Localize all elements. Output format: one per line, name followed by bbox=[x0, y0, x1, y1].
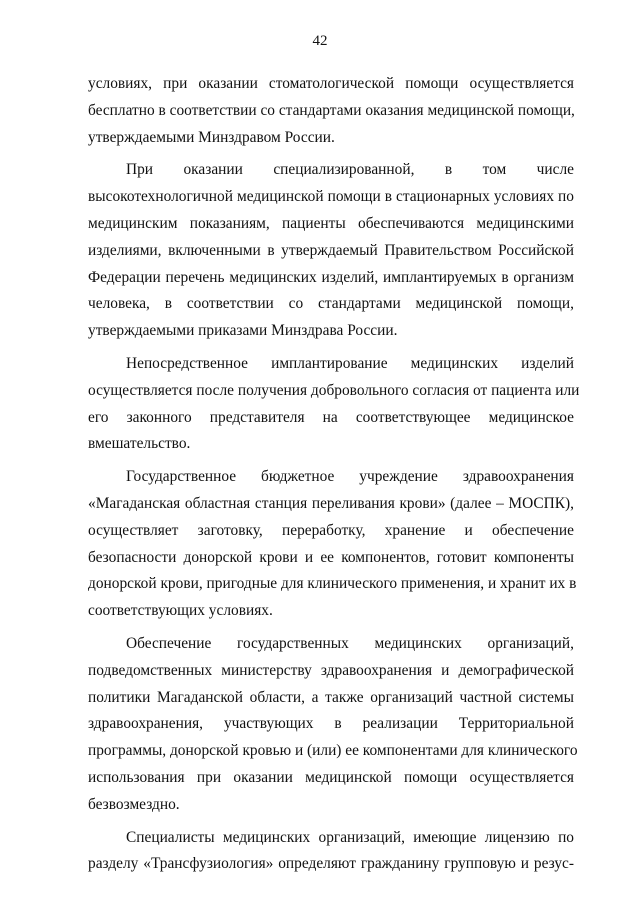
paragraph bbox=[88, 464, 577, 625]
text-line: разделу «Трансфузиология» определяют гражданину групповую и резус- bbox=[88, 855, 574, 873]
text-line: использования при оказании медицинской помощи осуществляется bbox=[88, 768, 574, 786]
text-line: утверждаемыми приказами Минздрава России. bbox=[88, 322, 398, 340]
text-line: высокотехнологичной медицинской помощи в стационарных условиях по bbox=[88, 188, 574, 206]
text-line: безвозмездно. bbox=[88, 795, 180, 813]
text-line: Федерации перечень медицинских изделий, имплантируемых в организм bbox=[88, 268, 574, 286]
text-line: подведомственных министерству здравоохранения и демографической bbox=[88, 661, 574, 679]
page-number: 42 bbox=[312, 33, 328, 49]
text-line: донорской крови, пригодные для клинического применения, и хранит их в bbox=[88, 575, 577, 593]
paragraph bbox=[88, 71, 574, 151]
text-line: осуществляется после получения добровольного согласия от пациента или bbox=[88, 381, 580, 399]
text-line: человека, в соответствии со стандартами медицинской помощи, bbox=[88, 295, 574, 313]
text-line: При оказании специализированной, в том числе bbox=[126, 161, 574, 179]
text-line: бесплатно в соответствии со стандартами оказания медицинской помощи, bbox=[88, 101, 575, 119]
text-line: Специалисты медицинских организаций, имеющие лицензию по bbox=[126, 828, 574, 846]
text-line: осуществляет заготовку, переработку, хранение и обеспечение bbox=[88, 521, 574, 539]
text-line: вмешательство. bbox=[88, 435, 191, 453]
paragraph bbox=[88, 351, 580, 458]
text-line: медицинским показаниям, пациенты обеспечиваются медицинскими bbox=[88, 214, 574, 232]
text-line: «Магаданская областная станция переливания крови» (далее – МОСПК), bbox=[88, 494, 574, 512]
text-line: Непосредственное имплантирование медицинских изделий bbox=[126, 354, 574, 372]
document-body bbox=[88, 71, 580, 884]
text-line: политики Магаданской области, а также организаций частной системы bbox=[88, 688, 574, 706]
text-line: Государственное бюджетное учреждение здравоохранения bbox=[126, 468, 574, 486]
paragraph bbox=[88, 157, 574, 345]
text-line: его законного представителя на соответствующее медицинское bbox=[88, 408, 574, 426]
text-line: программы, донорской кровью и (или) ее компонентами для клинического bbox=[88, 742, 578, 760]
text-line: Обеспечение государственных медицинских организаций, bbox=[126, 634, 574, 652]
text-line: изделиями, включенными в утверждаемый Правительством Российской bbox=[88, 241, 574, 259]
paragraph bbox=[88, 631, 578, 819]
text-line: условиях, при оказании стоматологической помощи осуществляется bbox=[88, 75, 574, 92]
text-line: утверждаемыми Минздравом России. bbox=[88, 128, 335, 146]
text-line: безопасности донорской крови и ее компонентов, готовит компоненты bbox=[88, 548, 574, 566]
paragraph bbox=[88, 825, 574, 879]
text-line: соответствующих условиях. bbox=[88, 602, 273, 620]
text-line: здравоохранения, участвующих в реализации Территориальной bbox=[88, 715, 574, 733]
